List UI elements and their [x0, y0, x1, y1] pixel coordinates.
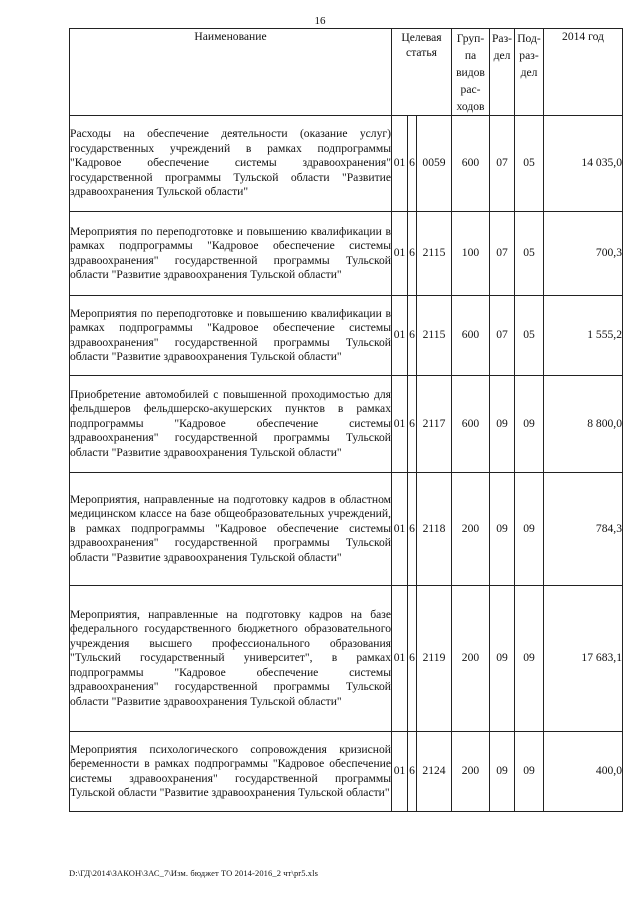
cell-amount: 1 555,2: [544, 296, 623, 376]
cell-expense-group: 200: [452, 732, 490, 812]
table-header-row: [70, 29, 623, 116]
table-row: [70, 116, 623, 212]
cell-amount: 784,3: [544, 473, 623, 586]
cell-target-code-2: 6: [408, 586, 417, 732]
cell-section: 09: [490, 376, 515, 473]
cell-target-code-1: 01: [392, 732, 408, 812]
cell-target-code-3: 2117: [417, 376, 452, 473]
cell-target-code-1: 01: [392, 116, 408, 212]
table-row: [70, 586, 623, 732]
cell-expense-group: 600: [452, 116, 490, 212]
cell-amount: 17 683,1: [544, 586, 623, 732]
table-row: [70, 296, 623, 376]
row-name: Мероприятия, направленные на подготовку кадров в областном медицинском классе на базе общеобразовательных учреждений, в рамках подпрограммы "Кадровое обеспечение системы здравоохранения" государственной программы Тульской области "Развитие здравоохранения Тульской области": [70, 473, 392, 586]
cell-target-code-2: 6: [408, 212, 417, 296]
cell-target-code-1: 01: [392, 376, 408, 473]
header-subsection: Под- раз- дел: [515, 29, 544, 116]
cell-target-code-2: 6: [408, 376, 417, 473]
cell-target-code-2: 6: [408, 732, 417, 812]
header-target-article: Целевая статья: [392, 29, 452, 116]
cell-section: 07: [490, 296, 515, 376]
cell-subsection: 09: [515, 586, 544, 732]
cell-target-code-3: 2118: [417, 473, 452, 586]
table-row: [70, 473, 623, 586]
table-row: [70, 376, 623, 473]
header-name: Наименование: [70, 29, 392, 116]
header-section: Раз- дел: [490, 29, 515, 116]
cell-target-code-3: 0059: [417, 116, 452, 212]
cell-target-code-3: 2115: [417, 212, 452, 296]
cell-section: 09: [490, 732, 515, 812]
cell-subsection: 09: [515, 473, 544, 586]
row-name: Расходы на обеспечение деятельности (оказание услуг) государственных учреждений в рамках подпрограммы "Кадровое обеспечение системы здравоохранения" государственной программы Тульской области "Развитие здравоохранения Тульской области": [70, 116, 392, 212]
row-name: Мероприятия, направленные на подготовку кадров на базе федерального государственного бюджетного образовательного учреждения высшего профессионального образования "Тульский государственный университет", в рамках подпрограммы "Кадровое обеспечение системы здравоохранения" государственной программы Тульской области "Развитие здравоохранения Тульской области": [70, 586, 392, 732]
cell-expense-group: 200: [452, 586, 490, 732]
cell-target-code-1: 01: [392, 473, 408, 586]
cell-target-code-1: 01: [392, 212, 408, 296]
cell-amount: 700,3: [544, 212, 623, 296]
file-path-footer: D:\ГД\2014\ЗАКОН\ЗАС_7\Изм. бюджет ТО 2014-2016_2 чт\pr5.xls: [69, 868, 319, 878]
cell-target-code-2: 6: [408, 116, 417, 212]
header-expense-group: Груп- па видов рас- ходов: [452, 29, 490, 116]
cell-section: 09: [490, 586, 515, 732]
header-year: 2014 год: [544, 29, 623, 116]
row-name: Приобретение автомобилей с повышенной проходимостью для фельдшеров фельдшерско-акушерских пунктов в рамках подпрограммы "Кадровое обеспечение системы здравоохранения" государственной программы Тульской области "Развитие здравоохранения Тульской области": [70, 376, 392, 473]
cell-target-code-3: 2119: [417, 586, 452, 732]
cell-expense-group: 600: [452, 296, 490, 376]
cell-section: 07: [490, 116, 515, 212]
cell-amount: 400,0: [544, 732, 623, 812]
table-row: [70, 732, 623, 812]
cell-expense-group: 600: [452, 376, 490, 473]
row-name: Мероприятия по переподготовке и повышению квалификации в рамках подпрограммы "Кадровое обеспечение системы здравоохранения" государственной программы Тульской области "Развитие здравоохранения Тульской области": [70, 212, 392, 296]
cell-target-code-2: 6: [408, 473, 417, 586]
cell-section: 09: [490, 473, 515, 586]
cell-target-code-1: 01: [392, 586, 408, 732]
cell-amount: 8 800,0: [544, 376, 623, 473]
cell-subsection: 09: [515, 376, 544, 473]
row-name: Мероприятия психологического сопровождения кризисной беременности в рамках подпрограммы "Кадровое обеспечение системы здравоохранения" государственной программы Тульской области "Развитие здравоохранения Тульской области": [70, 732, 392, 812]
cell-subsection: 05: [515, 296, 544, 376]
budget-table: [69, 28, 623, 812]
cell-target-code-3: 2115: [417, 296, 452, 376]
row-name: Мероприятия по переподготовке и повышению квалификации в рамках подпрограммы "Кадровое обеспечение системы здравоохранения" государственной программы Тульской области "Развитие здравоохранения Тульской области": [70, 296, 392, 376]
cell-amount: 14 035,0: [544, 116, 623, 212]
table-row: [70, 212, 623, 296]
cell-target-code-1: 01: [392, 296, 408, 376]
cell-subsection: 05: [515, 212, 544, 296]
cell-target-code-2: 6: [408, 296, 417, 376]
cell-expense-group: 100: [452, 212, 490, 296]
cell-section: 07: [490, 212, 515, 296]
cell-target-code-3: 2124: [417, 732, 452, 812]
page-number: 16: [314, 15, 326, 27]
cell-subsection: 09: [515, 732, 544, 812]
cell-subsection: 05: [515, 116, 544, 212]
cell-expense-group: 200: [452, 473, 490, 586]
